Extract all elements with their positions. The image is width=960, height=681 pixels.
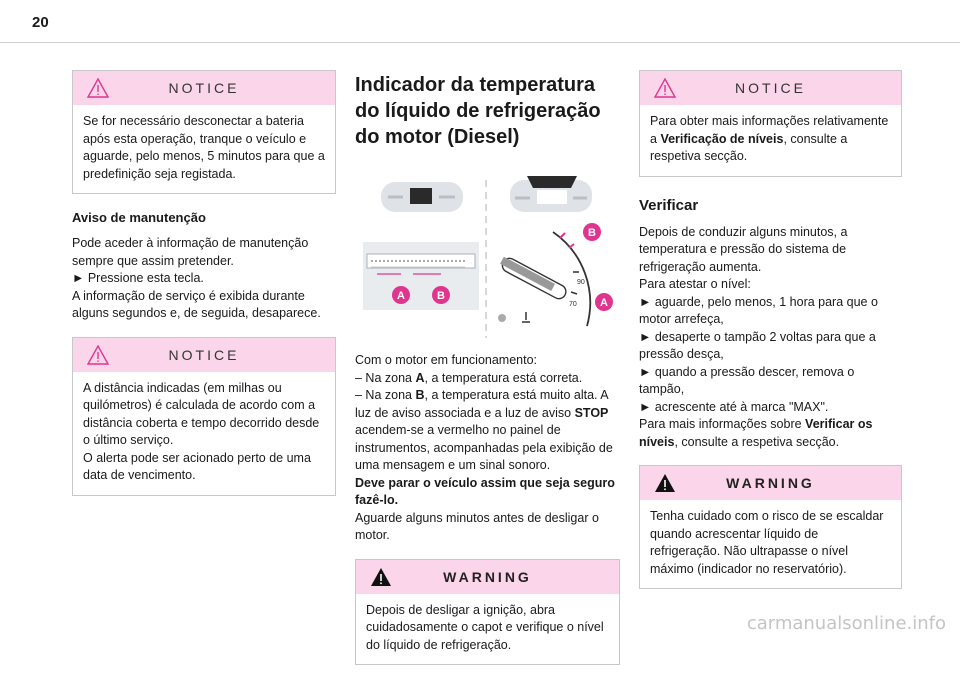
notice-box-distance (72, 337, 336, 496)
check-line: ► desaperte o tampão 2 voltas para que a pressão desça, (639, 329, 876, 361)
warning-header-label: WARNING (443, 568, 532, 585)
notice-box-battery (72, 70, 336, 194)
dashboard-icon-left (381, 182, 463, 212)
notice-header (73, 338, 335, 372)
warning-triangle-icon (654, 473, 676, 493)
column-3 (639, 70, 902, 605)
gauge-figure (355, 170, 620, 342)
page-number: 20 (32, 14, 49, 31)
warning-body: Depois de desligar a ignição, abra cuidadosamente o capot e verifique o nível do líquido de refrigeração. (366, 602, 604, 652)
notice-header (73, 71, 335, 105)
notice-body: Para obter mais informações relativamente a Verificação de níveis, consulte a respetiva secção. (650, 114, 889, 163)
warning-triangle-icon (87, 345, 109, 365)
maintenance-text (72, 235, 336, 323)
maintenance-heading: Aviso de manutenção (72, 210, 206, 225)
label-b-left: B (437, 290, 445, 302)
notice-header (640, 71, 901, 105)
warning-triangle-icon (87, 78, 109, 98)
stop-vehicle-line: Deve parar o veículo assim que seja seguro fazê-lo. (355, 475, 615, 507)
warning-header-label: WARNING (726, 475, 815, 491)
label-a-left: A (397, 290, 405, 302)
notice-box-levels (639, 70, 902, 177)
dashboard-icon-right (510, 176, 592, 212)
check-text (639, 224, 902, 452)
column-2 (355, 72, 620, 681)
intro-line: Com o motor em funcionamento: (355, 353, 538, 367)
notice-body: Se for necessário desconectar a bateria após esta operação, tranque o veículo e aguarde, pelo menos, 5 minutos para que a predefinição seja registada. (83, 114, 325, 181)
warning-box-hood (355, 559, 620, 666)
notice-line: O alerta pode ser acionado perto de uma data de vencimento. (83, 450, 311, 482)
zone-a-line: – Na zona A, a temperatura está correta. (355, 370, 583, 385)
check-heading: Verificar (639, 196, 699, 214)
check-line: ► aguarde, pelo menos, 1 hora para que o motor arrefeça, (639, 294, 878, 326)
warning-body: Tenha cuidado com o risco de se escaldar quando acrescentar líquido de refrigeração. Não ultrapasse o nível máximo (indicador no reservatório). (650, 509, 884, 576)
notice-header-label: NOTICE (168, 346, 240, 363)
check-line: ► acrescente até à marca "MAX". (639, 399, 829, 414)
gauge-70-label: 70 (569, 301, 577, 308)
maintenance-line: A informação de serviço é exibida durante alguns segundos e, de seguida, desaparece. (72, 288, 321, 320)
warning-box-scald (639, 465, 902, 589)
wait-line: Aguarde alguns minutos antes de desligar o motor. (355, 510, 599, 542)
section-heading: Indicador da temperatura do líquido de refrigeração do motor (Diesel) (355, 74, 601, 148)
column-1 (72, 70, 336, 512)
more-info-line: Para mais informações sobre Verificar os níveis, consulte a respetiva secção. (639, 417, 873, 449)
zone-description (355, 352, 620, 545)
notice-header-label: NOTICE (168, 80, 240, 96)
notice-body (73, 372, 335, 495)
maintenance-line: ► Pressione esta tecla. (72, 271, 204, 285)
label-b-dial: B (588, 227, 596, 239)
coolant-gauge-illustration (355, 170, 620, 342)
notice-line: A distância indicadas (em milhas ou quilómetros) é calculada de acordo com a distância coberta e tempo decorrido desde o último serviço. (83, 380, 320, 447)
warning-triangle-icon (370, 567, 392, 587)
check-line: Depois de conduzir alguns minutos, a temperatura e pressão do sistema de refrigeração aumenta. (639, 224, 848, 274)
label-a-dial: A (600, 297, 608, 309)
maintenance-line: Pode aceder à informação de manutenção sempre que assim pretender. (72, 236, 309, 268)
check-line: ► quando a pressão descer, remova o tampão, (639, 364, 855, 396)
left-bar-gauge (363, 242, 479, 310)
header-rule (0, 42, 960, 43)
warning-triangle-icon (654, 78, 676, 98)
gauge-90-label: 90 (577, 279, 585, 286)
warning-header (640, 466, 901, 500)
notice-header-label: NOTICE (735, 80, 806, 96)
check-line: Para atestar o nível: (639, 277, 751, 291)
watermark: carmanualsonline.info (746, 613, 946, 634)
zone-b-line: – Na zona B, a temperatura está muito alta. A luz de aviso associada e a luz de aviso STOP acendem-se a vermelho no painel de instrumentos, acompanhadas pela exibição de uma mensagem e um sinal sonoro. (355, 388, 613, 472)
warning-header (356, 560, 619, 594)
